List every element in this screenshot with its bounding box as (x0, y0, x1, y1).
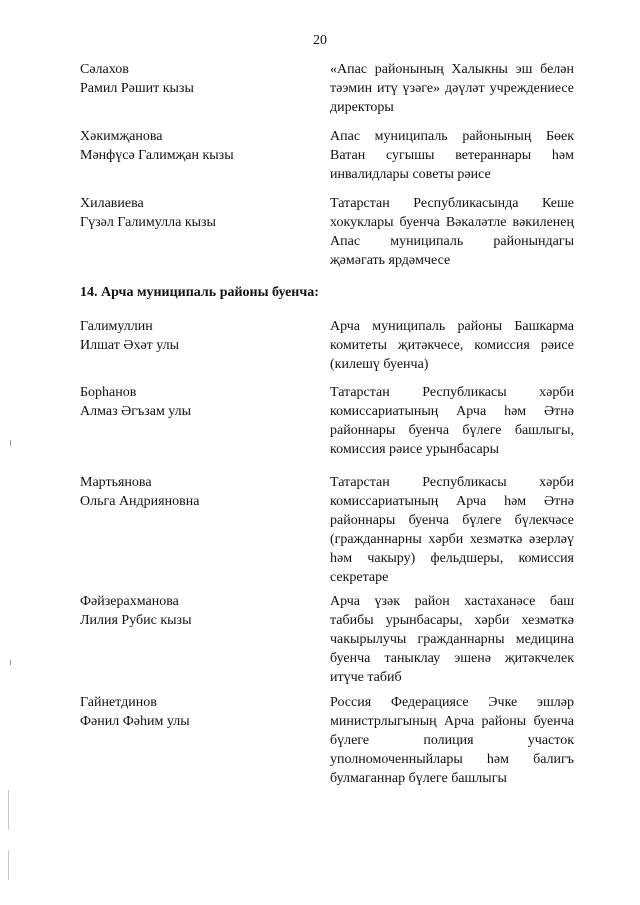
member-surname: Хәкимҗанова (80, 129, 163, 144)
member-name (80, 317, 300, 355)
member-given-name: Илшат Әхәт улы (80, 338, 180, 353)
member-surname: Галимуллин (80, 319, 153, 334)
member-name (80, 592, 300, 630)
member-role: Татарстан Республикасы хәрби комиссариатының Арча һәм Әтнә районнары буенча бүлеге башлыгы, комиссия рәисе урынбасары (330, 385, 574, 457)
scan-mark (8, 790, 9, 830)
scan-mark (8, 850, 9, 880)
member-name (80, 473, 300, 511)
member-name (80, 693, 300, 731)
member-given-name: Алмаз Әгъзам улы (80, 404, 192, 419)
member-role: Арча үзәк район хастаханәсе баш табибы урынбасары, хәрби хезмәткә чакырылучы гражданнарны медицина буенча таныклау эшенә җитәкчелек итүче табиб (330, 594, 574, 685)
member-surname: Мартьянова (80, 475, 152, 490)
member-surname: Гайнетдинов (80, 695, 157, 710)
member-given-name: Фәнил Фәһим улы (80, 714, 190, 729)
member-role: Татарстан Республикасы хәрби комиссариатының Арча һәм Әтнә районнары буенча бүлеге бүлекчәсе (гражданнарны хәрби хезмәткә әзерләү һәм чакыру) фельдшеры, комиссия секретаре (330, 475, 574, 585)
member-role: Татарстан Республикасында Кеше хокуклары буенча Вәкаләтле вәкиленең Апас муниципаль районындагы җәмәгать ярдәмчесе (330, 196, 574, 268)
member-given-name: Ольга Андрияновна (80, 494, 200, 509)
member-name (80, 194, 300, 232)
member-given-name: Рамил Рәшит кызы (80, 81, 194, 96)
member-surname: Хилавиева (80, 196, 144, 211)
member-given-name: Лилия Рубис кызы (80, 613, 192, 628)
section-heading: 14. Арча муниципаль районы буенча: (80, 285, 319, 300)
member-surname: Сәлахов (80, 62, 129, 77)
member-role: «Апас районының Халыкны эш белән тәэмин итү үзәге» дәүләт учреждениесе директоры (330, 62, 574, 115)
member-surname: Борһанов (80, 385, 137, 400)
page-number: 20 (313, 33, 327, 48)
scan-mark (10, 660, 11, 665)
member-name (80, 60, 300, 98)
member-given-name: Мәнфүсә Галимҗан кызы (80, 148, 234, 163)
member-surname: Фәйзерахманова (80, 594, 179, 609)
member-role: Арча муниципаль районы Башкарма комитеты җитәкчесе, комиссия рәисе (килешү буенча) (330, 319, 574, 372)
member-name (80, 383, 300, 421)
member-given-name: Гүзәл Галимулла кызы (80, 215, 216, 230)
member-name (80, 127, 300, 165)
member-role: Апас муниципаль районының Бөек Ватан сугышы ветераннары һәм инвалидлары советы рәисе (330, 129, 574, 182)
member-role: Россия Федерациясе Эчке эшләр министрлыгының Арча районы буенча бүлеге полиция участок уполномоченныйлары һәм балигъ булмаганнар бүлеге башлыгы (330, 695, 574, 786)
scan-mark (10, 440, 11, 446)
